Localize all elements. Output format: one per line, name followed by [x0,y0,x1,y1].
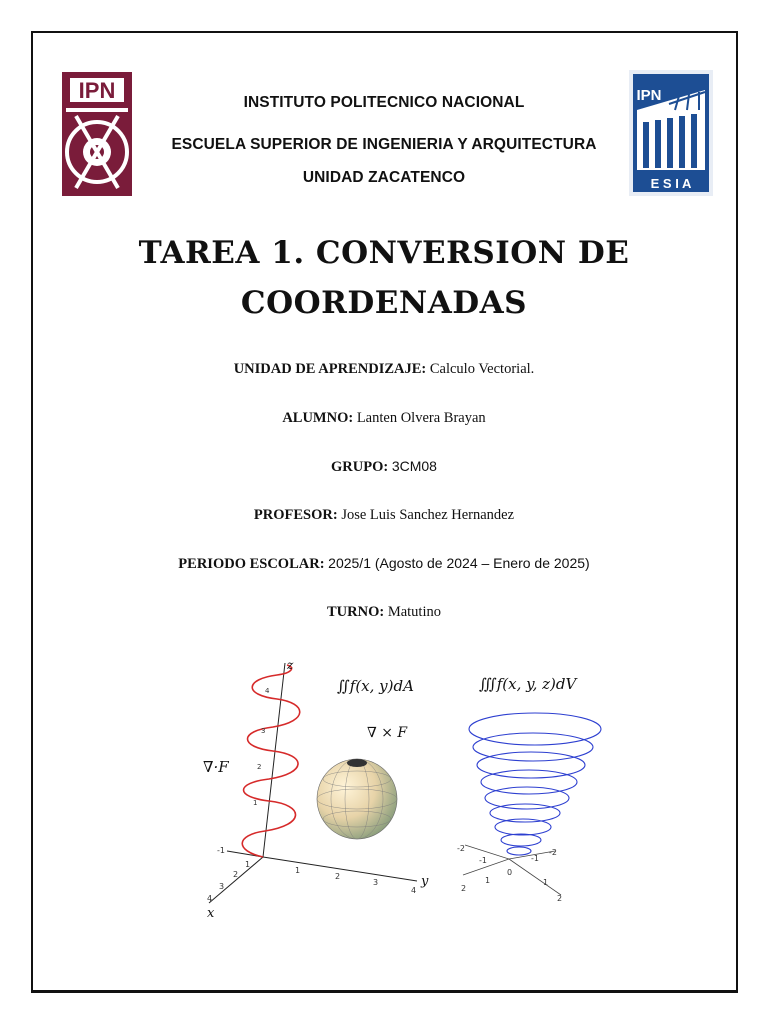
z-tick: 4 [265,687,270,695]
x-tick: 3 [219,882,225,891]
field-label: UNIDAD DE APRENDIZAJE: [233,361,427,377]
field-value: Calculo Vectorial. [429,361,535,377]
sphere-surface [317,759,397,839]
esia-logo-ipn-text: IPN [636,87,662,104]
ipn-logo [56,72,138,196]
divergence-label: ∇·F [203,758,229,776]
conical-spiral [469,713,601,855]
field-grupo [60,458,708,476]
document-title-line2: COORDENADAS [240,285,528,321]
x-tick: 1 [245,860,251,869]
cone-tick: -1 [531,854,539,863]
neg-tick: -1 [217,846,225,855]
cone-tick: 2 [557,894,563,903]
y-tick: 3 [373,878,379,887]
field-label: GRUPO: [331,459,389,475]
x-tick: 2 [233,870,239,879]
field-profesor [60,507,708,524]
y-tick: 2 [335,872,341,881]
institution-name: INSTITUTO POLITECNICO NACIONAL [243,94,525,111]
cone-tick: 1 [485,876,491,885]
axis-z-label: z [287,658,294,672]
vector-calculus-illustration [195,655,625,923]
field-label: PROFESOR: [253,507,338,523]
school-name: ESCUELA SUPERIOR DE INGENIERIA Y ARQUITECTURA [171,136,597,153]
field-label: TURNO: [327,604,385,620]
x-tick: 4 [207,894,213,903]
ipn-logo-text: IPN [78,78,116,103]
axis-x-label: x [207,906,215,921]
field-turno [60,604,708,621]
campus-name: UNIDAD ZACATENCO [302,169,466,186]
cone-tick: -1 [479,856,487,865]
document-title-line1: TAREA 1. CONVERSION DE [138,235,630,271]
field-alumno [60,410,708,427]
axis-y-label: y [421,874,429,889]
cone-tick: 0 [507,868,513,877]
field-value: Matutino [387,604,441,620]
esia-logo [629,70,713,196]
field-value: Jose Luis Sanchez Hernandez [341,507,515,523]
triple-integral-label: ∭f(x, y, z)dV [479,675,577,693]
cone-tick: -2 [457,844,465,853]
cone-tick: 2 [461,884,467,893]
y-tick: 1 [295,866,301,875]
cone-tick: 1 [543,878,549,887]
field-label: ALUMNO: [282,410,354,426]
field-unidad [60,361,708,378]
field-periodo [60,555,708,573]
y-tick: 4 [411,886,417,895]
cone-tick: -2 [549,848,557,857]
helix-curve [242,665,300,857]
field-value: 3CM08 [391,458,437,474]
curl-label: ∇ × F [367,725,408,741]
field-value: Lanten Olvera Brayan [356,410,486,426]
z-tick: 1 [253,799,258,807]
double-integral-label: ∬f(x, y)dA [337,677,414,695]
z-tick: 2 [257,763,262,771]
esia-logo-text: E S I A [650,176,692,191]
field-label: PERIODO ESCOLAR: [178,556,325,572]
page-border-double-line [33,990,738,991]
field-value: 2025/1 (Agosto de 2024 – Enero de 2025) [328,555,590,571]
z-tick: 3 [261,727,266,735]
